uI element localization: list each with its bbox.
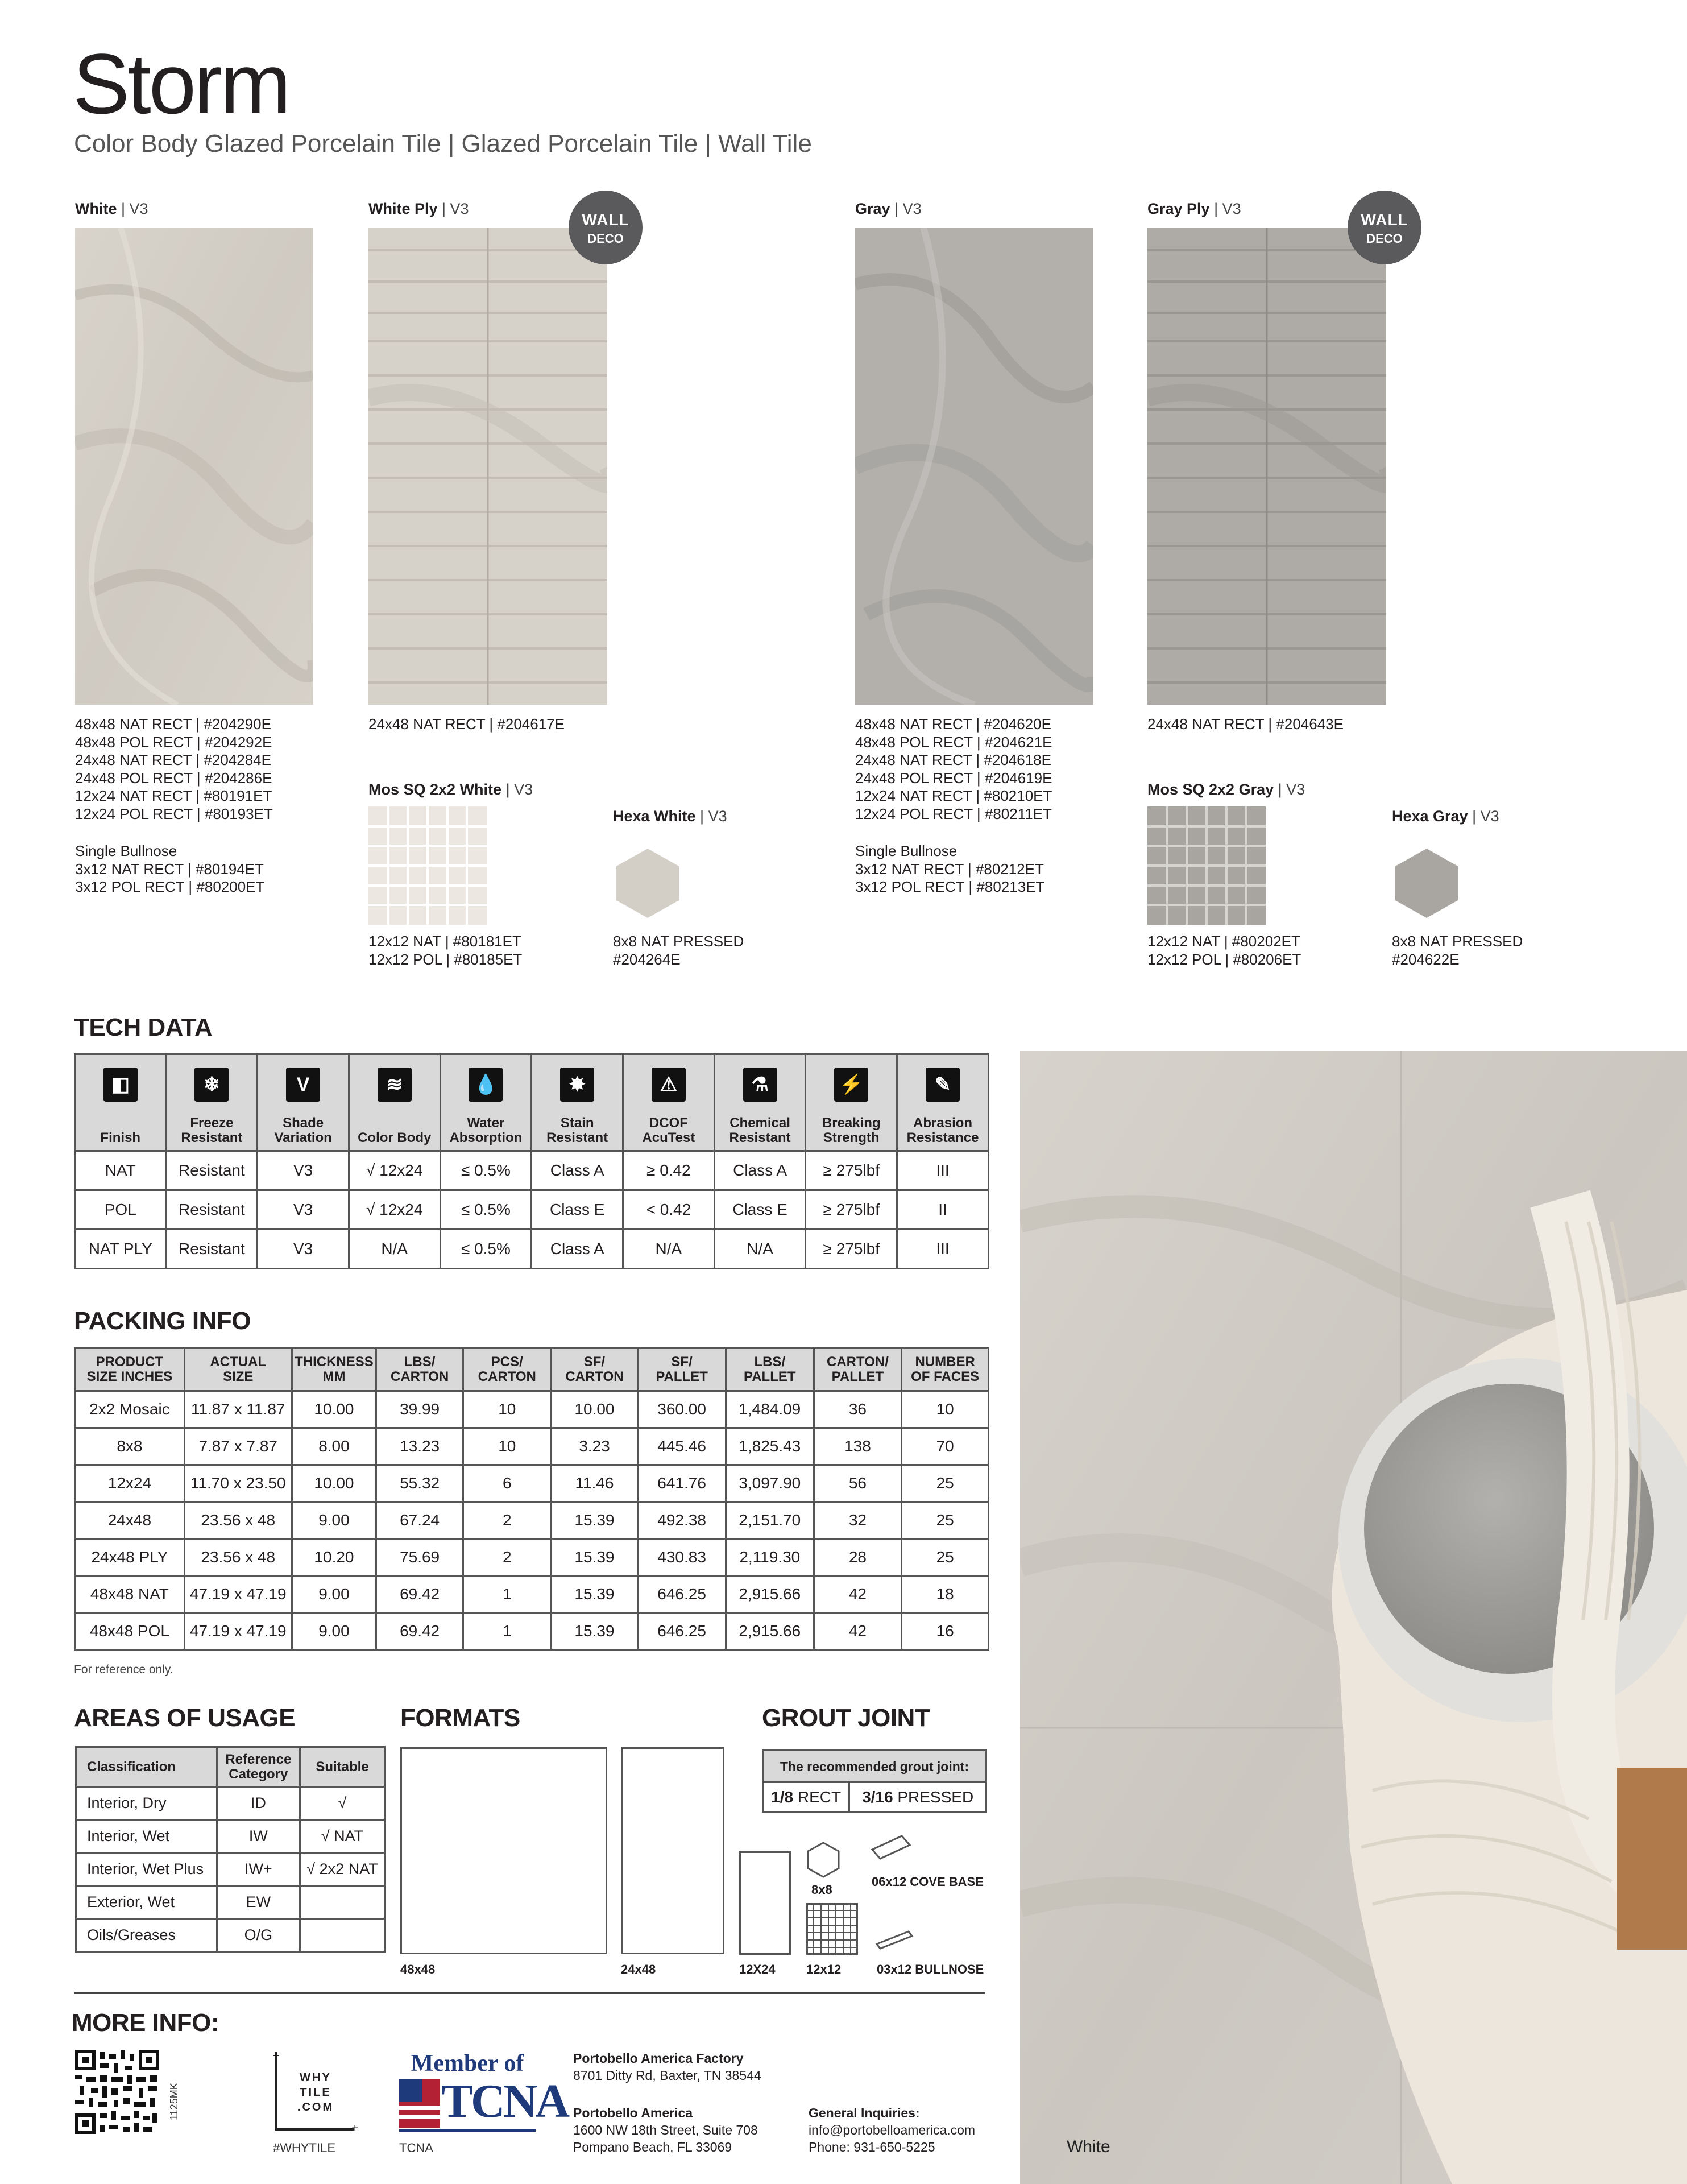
table-cell: 360.00: [638, 1391, 726, 1428]
whytile-logo[interactable]: + + WHY TILE .COM: [273, 2050, 358, 2135]
table-cell: 1,825.43: [726, 1428, 814, 1465]
finish-icon: ◧: [75, 1054, 167, 1115]
flag-icon: [399, 2079, 440, 2128]
table-row: [75, 1391, 989, 1428]
col-header: LBS/ PALLET: [726, 1348, 814, 1391]
table-cell: 28: [814, 1539, 902, 1576]
table-cell: 430.83: [638, 1539, 726, 1576]
table-cell: 10: [902, 1391, 989, 1428]
swatch-mosaic-gray: [1147, 806, 1266, 925]
table-cell: 15.39: [551, 1539, 638, 1576]
table-cell: 18: [902, 1576, 989, 1613]
whytile-line: WHY: [300, 2071, 331, 2084]
table-cell: 15.39: [551, 1613, 638, 1650]
factory-contact: Portobello America Factory 8701 Ditty Rd, Baxter, TN 38544: [573, 2051, 761, 2083]
table-cell: 11.87 x 11.87: [184, 1391, 292, 1428]
swatch-white: [75, 228, 313, 705]
formats-heading: FORMATS: [400, 1704, 520, 1732]
col-header: DCOF AcuTest: [623, 1115, 715, 1151]
shade-variation-icon: V: [258, 1054, 349, 1115]
table-cell: 23.56 x 48: [184, 1539, 292, 1576]
table-row: [75, 1539, 989, 1576]
format-24x48-shape: [621, 1747, 724, 1954]
table-cell: Resistant: [166, 1190, 258, 1230]
chemical-icon: ⚗: [714, 1054, 806, 1115]
codes-gray: 48x48 NAT RECT | #204620E 48x48 POL RECT | #204621E 24x48 NAT RECT | #204618E 24x48 POL RECT | #204619E 12x24 NAT RECT | #80210ET 12x24 POL RECT | #80211ET: [855, 715, 1052, 822]
table-cell: 3.23: [551, 1428, 638, 1465]
col-header: Classification: [76, 1747, 217, 1787]
table-cell: 10: [463, 1428, 551, 1465]
table-cell: 2,915.66: [726, 1576, 814, 1613]
table-row: [75, 1151, 989, 1190]
col-header: PRODUCT SIZE INCHES: [75, 1348, 185, 1391]
table-cell: V3: [258, 1230, 349, 1269]
table-cell: 492.38: [638, 1502, 726, 1539]
table-cell: 9.00: [292, 1502, 376, 1539]
table-cell: ≤ 0.5%: [440, 1190, 532, 1230]
table-cell: IW: [217, 1820, 300, 1853]
codes-white-ply: 24x48 NAT RECT | #204617E: [368, 715, 565, 733]
col-header: NUMBER OF FACES: [902, 1348, 989, 1391]
product-label-white-ply: White Ply | V3: [368, 200, 469, 217]
col-header: ACTUAL SIZE: [184, 1348, 292, 1391]
col-header: Shade Variation: [258, 1115, 349, 1151]
product-label-white: White | V3: [75, 200, 148, 217]
grout-pressed: 3/16 PRESSED: [849, 1782, 986, 1812]
packing-info-heading: PACKING INFO: [74, 1307, 251, 1335]
bullnose-gray: Single Bullnose 3x12 NAT RECT | #80212ET 3x12 POL RECT | #80213ET: [855, 842, 1045, 895]
format-12x12-label: 12x12: [806, 1962, 842, 1976]
table-cell: 47.19 x 47.19: [184, 1576, 292, 1613]
grout-joint-heading: GROUT JOINT: [762, 1704, 930, 1732]
table-cell: Oils/Greases: [76, 1919, 217, 1952]
swatch-gray-ply: [1147, 228, 1386, 705]
table-row: [75, 1576, 989, 1613]
table-cell: 32: [814, 1502, 902, 1539]
table-cell: 3,097.90: [726, 1465, 814, 1502]
table-cell: Class A: [714, 1151, 806, 1190]
tech-data-table: [74, 1053, 989, 1269]
table-cell: V3: [258, 1190, 349, 1230]
bullnose-white: Single Bullnose 3x12 NAT RECT | #80194ET 3x12 POL RECT | #80200ET: [75, 842, 265, 895]
format-8x8-label: 8x8: [811, 1883, 832, 1897]
table-cell: EW: [217, 1886, 300, 1919]
col-header: Suitable: [300, 1747, 385, 1787]
table-cell: ≥ 0.42: [623, 1151, 715, 1190]
table-cell: 8x8: [75, 1428, 185, 1465]
table-cell: 25: [902, 1465, 989, 1502]
table-cell: √ 12x24: [349, 1190, 440, 1230]
swatch-gray: [855, 228, 1093, 705]
col-header: Stain Resistant: [532, 1115, 623, 1151]
table-cell: [300, 1919, 385, 1952]
table-cell: 15.39: [551, 1576, 638, 1613]
table-cell: 10.00: [292, 1465, 376, 1502]
table-cell: 24x48 PLY: [75, 1539, 185, 1576]
format-cove-base-shape: [870, 1833, 913, 1862]
table-cell: 10.20: [292, 1539, 376, 1576]
table-cell: ≥ 275lbf: [806, 1230, 897, 1269]
table-cell: 9.00: [292, 1613, 376, 1650]
table-row: [75, 1428, 989, 1465]
table-cell: 67.24: [376, 1502, 463, 1539]
col-header: Freeze Resistant: [166, 1115, 258, 1151]
col-header: PCS/ CARTON: [463, 1348, 551, 1391]
table-cell: 69.42: [376, 1613, 463, 1650]
whytile-line: TILE: [300, 2086, 331, 2099]
table-cell: 10.00: [551, 1391, 638, 1428]
table-cell: 10: [463, 1391, 551, 1428]
codes-mos-white: 12x12 NAT | #80181ET 12x12 POL | #80185ET: [368, 933, 523, 968]
col-header: SF/ CARTON: [551, 1348, 638, 1391]
table-cell: Exterior, Wet: [76, 1886, 217, 1919]
format-bullnose-shape: [874, 1929, 914, 1952]
table-cell: Class E: [532, 1190, 623, 1230]
table-cell: NAT: [75, 1151, 167, 1190]
table-cell: POL: [75, 1190, 167, 1230]
swatch-white-ply: [368, 228, 607, 705]
table-cell: O/G: [217, 1919, 300, 1952]
tech-data-heading: TECH DATA: [74, 1014, 213, 1041]
more-info-heading: MORE INFO:: [72, 2009, 219, 2037]
page-subtitle: Color Body Glazed Porcelain Tile | Glazed Porcelain Tile | Wall Tile: [74, 130, 812, 158]
product-label-mos-white: Mos SQ 2x2 White | V3: [368, 781, 533, 798]
wall-deco-badge: WALL DECO: [1348, 191, 1421, 264]
col-header: THICKNESS MM: [292, 1348, 376, 1391]
codes-white: 48x48 NAT RECT | #204290E 48x48 POL RECT | #204292E 24x48 NAT RECT | #204284E 24x48 POL RECT | #204286E 12x24 NAT RECT | #80191ET 12x24 POL RECT | #80193ET: [75, 715, 273, 822]
table-cell: N/A: [714, 1230, 806, 1269]
table-cell: 55.32: [376, 1465, 463, 1502]
table-row: [76, 1853, 385, 1886]
lifestyle-photo: [1020, 1051, 1687, 2184]
table-cell: 25: [902, 1539, 989, 1576]
format-48x48-label: 48x48: [400, 1962, 436, 1976]
table-cell: 646.25: [638, 1576, 726, 1613]
col-header: Breaking Strength: [806, 1115, 897, 1151]
table-cell: IW+: [217, 1853, 300, 1886]
table-cell: NAT PLY: [75, 1230, 167, 1269]
table-cell: 25: [902, 1502, 989, 1539]
product-label-gray: Gray | V3: [855, 200, 922, 217]
packing-info-table: [74, 1347, 989, 1651]
photo-caption: White: [1067, 2137, 1110, 2156]
table-cell: [300, 1886, 385, 1919]
table-cell: 1: [463, 1613, 551, 1650]
table-row: [75, 1465, 989, 1502]
whytile-line: .COM: [297, 2101, 334, 2113]
format-24x48-label: 24x48: [621, 1962, 656, 1976]
tcna-text: TCNA: [441, 2075, 568, 2128]
table-cell: 2x2 Mosaic: [75, 1391, 185, 1428]
col-header: Water Absorption: [440, 1115, 532, 1151]
format-12x24-label: 12X24: [739, 1962, 776, 1976]
col-header: Abrasion Resistance: [897, 1115, 989, 1151]
inquiries-phone[interactable]: Phone: 931-650-5225: [809, 2140, 935, 2154]
table-row: [76, 1919, 385, 1952]
table-cell: 2: [463, 1539, 551, 1576]
grout-rect: 1/8 RECT: [763, 1782, 849, 1812]
col-header: LBS/ CARTON: [376, 1348, 463, 1391]
table-cell: ID: [217, 1787, 300, 1820]
product-label-hexa-white: Hexa White | V3: [613, 808, 727, 825]
table-cell: 10.00: [292, 1391, 376, 1428]
table-cell: 2,119.30: [726, 1539, 814, 1576]
wall-deco-badge: WALL DECO: [569, 191, 643, 264]
col-header: Color Body: [349, 1115, 440, 1151]
table-cell: ≥ 275lbf: [806, 1151, 897, 1190]
table-cell: 70: [902, 1428, 989, 1465]
table-cell: 47.19 x 47.19: [184, 1613, 292, 1650]
codes-gray-ply: 24x48 NAT RECT | #204643E: [1147, 715, 1344, 733]
dcof-icon: ⚠: [623, 1054, 715, 1115]
table-cell: 16: [902, 1613, 989, 1650]
col-header: Finish: [75, 1115, 167, 1151]
table-cell: 445.46: [638, 1428, 726, 1465]
table-cell: Class A: [532, 1230, 623, 1269]
table-cell: 9.00: [292, 1576, 376, 1613]
table-cell: 2,151.70: [726, 1502, 814, 1539]
table-cell: Interior, Dry: [76, 1787, 217, 1820]
table-cell: √ NAT: [300, 1820, 385, 1853]
stain-icon: ✸: [532, 1054, 623, 1115]
tcna-logo[interactable]: [399, 2050, 568, 2134]
table-cell: 48x48 NAT: [75, 1576, 185, 1613]
table-row: [75, 1230, 989, 1269]
table-cell: 2: [463, 1502, 551, 1539]
table-cell: 11.70 x 23.50: [184, 1465, 292, 1502]
format-8x8-hex-shape: [806, 1842, 840, 1878]
table-cell: 42: [814, 1576, 902, 1613]
codes-hexa-white: 8x8 NAT PRESSED #204264E: [613, 933, 744, 968]
page-title: Storm: [73, 36, 289, 131]
table-row: [75, 1613, 989, 1650]
table-cell: 23.56 x 48: [184, 1502, 292, 1539]
table-cell: 6: [463, 1465, 551, 1502]
table-row: [76, 1820, 385, 1853]
reference-note: For reference only.: [74, 1663, 173, 1676]
general-inquiries: General Inquiries: info@portobelloamerica.com Phone: 931-650-5225: [809, 2106, 976, 2154]
table-cell: 36: [814, 1391, 902, 1428]
table-row: [75, 1502, 989, 1539]
table-cell: Interior, Wet: [76, 1820, 217, 1853]
col-header: CARTON/ PALLET: [814, 1348, 902, 1391]
table-cell: 15.39: [551, 1502, 638, 1539]
swatch-hexa-white: [612, 847, 683, 919]
col-header: Reference Category: [217, 1747, 300, 1787]
table-cell: 24x48: [75, 1502, 185, 1539]
table-cell: V3: [258, 1151, 349, 1190]
swatch-hexa-gray: [1391, 847, 1462, 919]
color-body-icon: ≋: [349, 1054, 440, 1115]
freeze-icon: ❄: [166, 1054, 258, 1115]
codes-hexa-gray: 8x8 NAT PRESSED #204622E: [1392, 933, 1523, 968]
table-cell: Resistant: [166, 1230, 258, 1269]
table-cell: 39.99: [376, 1391, 463, 1428]
codes-mos-gray: 12x12 NAT | #80202ET 12x12 POL | #80206ET: [1147, 933, 1301, 968]
swatch-mosaic-white: [368, 806, 487, 925]
qr-code-icon[interactable]: [75, 2050, 159, 2134]
office-contact: Portobello America 1600 NW 18th Street, Suite 708 Pompano Beach, FL 33069: [573, 2106, 758, 2154]
table-cell: Class E: [714, 1190, 806, 1230]
table-cell: ≤ 0.5%: [440, 1230, 532, 1269]
table-cell: 75.69: [376, 1539, 463, 1576]
table-cell: N/A: [623, 1230, 715, 1269]
table-cell: 2,915.66: [726, 1613, 814, 1650]
table-row: [75, 1190, 989, 1230]
usage-table: [75, 1746, 386, 1953]
whytile-caption: #WHYTILE: [273, 2141, 336, 2155]
col-header: Chemical Resistant: [714, 1115, 806, 1151]
table-cell: 56: [814, 1465, 902, 1502]
document-code: 1125MK: [168, 2083, 180, 2120]
areas-of-usage-heading: AREAS OF USAGE: [74, 1704, 296, 1732]
table-cell: 138: [814, 1428, 902, 1465]
table-cell: 11.46: [551, 1465, 638, 1502]
format-cove-base-label: 06x12 COVE BASE: [872, 1875, 984, 1889]
table-cell: √ 2x2 NAT: [300, 1853, 385, 1886]
water-absorption-icon: 💧: [440, 1054, 532, 1115]
table-cell: 42: [814, 1613, 902, 1650]
table-cell: 1,484.09: [726, 1391, 814, 1428]
table-cell: 13.23: [376, 1428, 463, 1465]
table-cell: III: [897, 1151, 989, 1190]
table-cell: 646.25: [638, 1613, 726, 1650]
table-cell: ≥ 275lbf: [806, 1190, 897, 1230]
format-bullnose-label: 03x12 BULLNOSE: [877, 1962, 984, 1976]
table-cell: II: [897, 1190, 989, 1230]
table-cell: Class A: [532, 1151, 623, 1190]
product-label-gray-ply: Gray Ply | V3: [1147, 200, 1241, 217]
tcna-member-text: Member of: [411, 2050, 524, 2077]
table-cell: 48x48 POL: [75, 1613, 185, 1650]
format-12x12-mosaic-shape: [806, 1903, 858, 1955]
abrasion-icon: ✎: [897, 1054, 989, 1115]
breaking-strength-icon: ⚡: [806, 1054, 897, 1115]
product-label-hexa-gray: Hexa Gray | V3: [1392, 808, 1499, 825]
table-cell: 1: [463, 1576, 551, 1613]
format-12x24-shape: [739, 1851, 791, 1955]
table-cell: Interior, Wet Plus: [76, 1853, 217, 1886]
tcna-caption: TCNA: [399, 2141, 433, 2155]
table-cell: III: [897, 1230, 989, 1269]
table-cell: N/A: [349, 1230, 440, 1269]
table-cell: √: [300, 1787, 385, 1820]
table-cell: < 0.42: [623, 1190, 715, 1230]
format-48x48-shape: [400, 1747, 607, 1954]
inquiries-email[interactable]: info@portobelloamerica.com: [809, 2123, 976, 2137]
table-cell: 12x24: [75, 1465, 185, 1502]
product-label-mos-gray: Mos SQ 2x2 Gray | V3: [1147, 781, 1305, 798]
table-cell: ≤ 0.5%: [440, 1151, 532, 1190]
divider: [74, 1992, 985, 1994]
table-cell: 7.87 x 7.87: [184, 1428, 292, 1465]
table-cell: Resistant: [166, 1151, 258, 1190]
table-cell: √ 12x24: [349, 1151, 440, 1190]
table-cell: 641.76: [638, 1465, 726, 1502]
table-cell: 69.42: [376, 1576, 463, 1613]
table-cell: 8.00: [292, 1428, 376, 1465]
table-row: [76, 1787, 385, 1820]
grout-table: [762, 1749, 987, 1813]
grout-header: The recommended grout joint:: [763, 1751, 986, 1782]
col-header: SF/ PALLET: [638, 1348, 726, 1391]
table-row: [76, 1886, 385, 1919]
